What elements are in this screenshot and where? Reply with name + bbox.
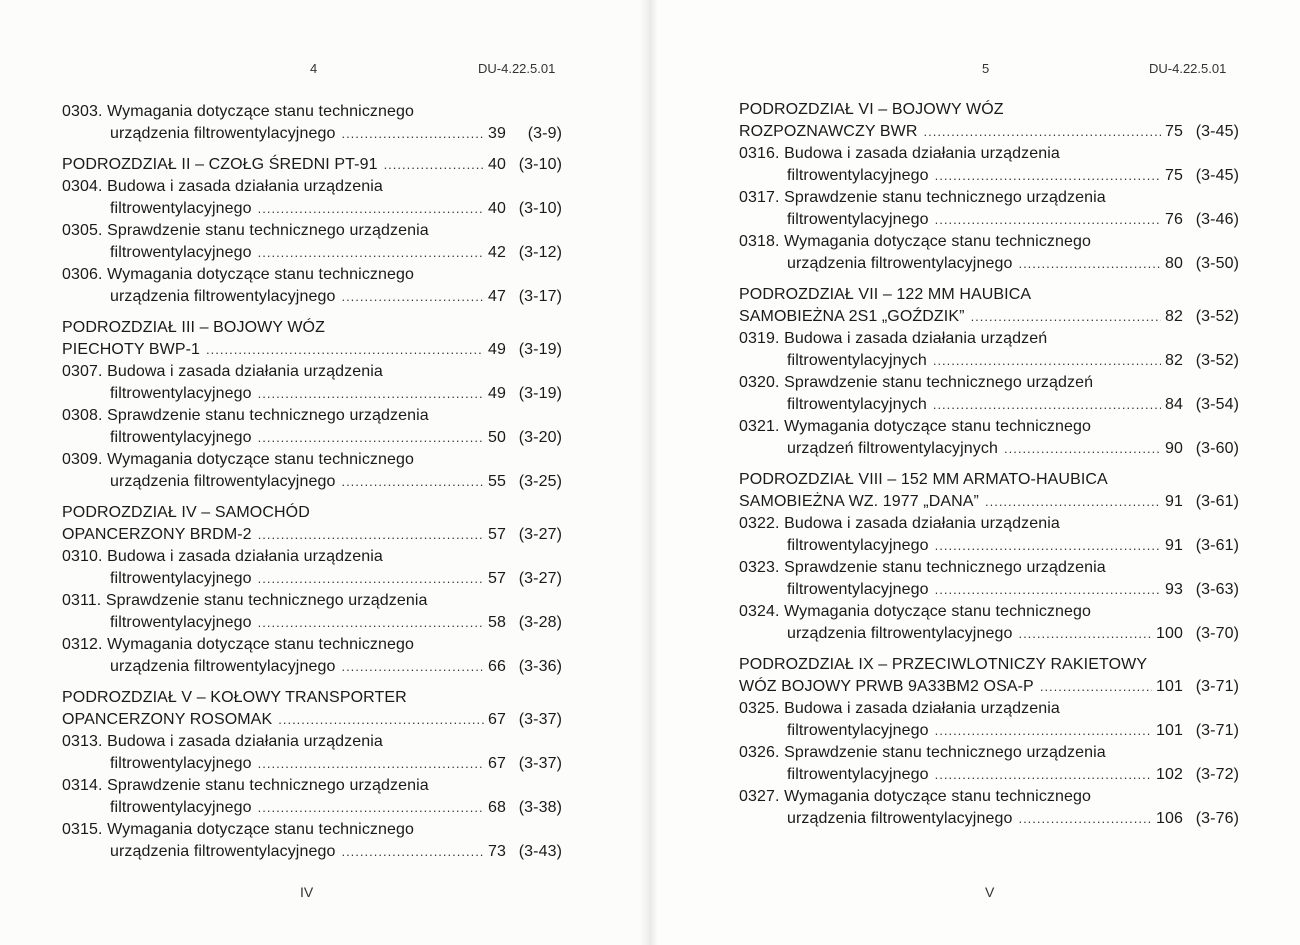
toc-page-number: 106 <box>1156 810 1183 827</box>
toc-entry-title: urządzenia filtrowentylacyjnego <box>110 473 336 490</box>
toc-page-number: 67 <box>488 711 506 728</box>
toc-entry-title: urządzenia filtrowentylacyjnego <box>787 625 1013 642</box>
dot-leader <box>933 394 1161 416</box>
toc-entry-title: 0309. Wymagania dotyczące stanu technicznego <box>62 451 415 468</box>
dot-leader <box>1004 438 1161 460</box>
dot-leader <box>258 568 484 590</box>
toc-section-ref: (3-45) <box>1195 167 1239 184</box>
toc-entry <box>739 187 1239 209</box>
toc-entry <box>739 306 1239 328</box>
toc-entry-title: 0320. Sprawdzenie stanu technicznego urządzeń <box>739 374 1094 391</box>
toc-page-number: 90 <box>1165 440 1183 457</box>
toc-entry-title: 0310. Budowa i zasada działania urządzenia <box>62 548 383 565</box>
dot-leader <box>1018 808 1152 830</box>
toc-entry <box>62 612 562 634</box>
toc-page-number: 91 <box>1165 493 1183 510</box>
toc-section-ref: (3-19) <box>518 341 562 358</box>
toc-section-ref: (3-76) <box>1195 810 1239 827</box>
dot-leader <box>935 165 1161 187</box>
left-page <box>0 0 648 945</box>
toc-page-number: 101 <box>1156 678 1183 695</box>
toc-entry <box>739 720 1239 742</box>
toc-entry <box>62 176 562 198</box>
toc-page-number: 73 <box>488 843 506 860</box>
dot-leader <box>258 198 484 220</box>
toc-section-ref: (3-43) <box>518 843 562 860</box>
toc-entry <box>62 590 562 612</box>
dot-leader <box>258 797 484 819</box>
toc-entry <box>739 350 1239 372</box>
toc-page-number: 55 <box>488 473 506 490</box>
toc-entry-title: 0305. Sprawdzenie stanu technicznego urządzenia <box>62 222 429 239</box>
dot-leader <box>384 154 484 176</box>
toc-entry-title: 0317. Sprawdzenie stanu technicznego urządzenia <box>739 189 1106 206</box>
toc-page-number: 50 <box>488 429 506 446</box>
toc-entry-title: 0312. Wymagania dotyczące stanu technicznego <box>62 636 415 653</box>
toc-page-number: 75 <box>1165 123 1183 140</box>
dot-leader <box>1018 253 1161 275</box>
toc-section-ref: (3-27) <box>518 570 562 587</box>
toc-entry-title: 0319. Budowa i zasada działania urządzeń <box>739 330 1048 347</box>
toc-entry <box>739 328 1239 350</box>
toc-entry <box>62 819 562 841</box>
toc-entry <box>62 123 562 145</box>
toc-section-ref: (3-52) <box>1195 308 1239 325</box>
dot-leader <box>1018 623 1152 645</box>
toc-page-number: 47 <box>488 288 506 305</box>
toc-entry <box>739 557 1239 579</box>
toc-entry <box>62 753 562 775</box>
page-number: 4 <box>310 61 318 76</box>
toc-entry <box>62 427 562 449</box>
toc-section-ref: (3-50) <box>1195 255 1239 272</box>
toc-entry-title: filtrowentylacyjnego <box>787 766 929 783</box>
dot-leader <box>971 306 1161 328</box>
toc-entry <box>62 524 562 546</box>
toc-section-ref: (3-38) <box>518 799 562 816</box>
toc-section-ref: (3-12) <box>518 244 562 261</box>
roman-page-number: V <box>985 884 995 900</box>
toc-page-number: 49 <box>488 341 506 358</box>
toc-entry-title: 0318. Wymagania dotyczące stanu technicznego <box>739 233 1092 250</box>
dot-leader <box>258 612 484 634</box>
toc-section-ref: (3-20) <box>518 429 562 446</box>
toc-entry <box>62 502 562 524</box>
dot-leader <box>935 209 1161 231</box>
toc-entry <box>62 220 562 242</box>
toc-entry <box>739 394 1239 416</box>
toc-section-ref: (3-10) <box>518 200 562 217</box>
dot-leader <box>278 709 484 731</box>
toc-section-ref: (3-72) <box>1195 766 1239 783</box>
toc-entry <box>62 361 562 383</box>
toc-entry-title: PODROZDZIAŁ III – BOJOWY WÓZ <box>62 319 325 336</box>
toc-entry-title: filtrowentylacyjnego <box>110 385 252 402</box>
table-of-contents <box>739 99 1239 830</box>
toc-page-number: 66 <box>488 658 506 675</box>
dot-leader <box>935 535 1161 557</box>
toc-entry <box>62 797 562 819</box>
toc-page-number: 82 <box>1165 352 1183 369</box>
toc-entry <box>739 438 1239 460</box>
toc-entry <box>62 841 562 863</box>
toc-page-number: 82 <box>1165 308 1183 325</box>
toc-section-ref: (3-9) <box>527 125 562 142</box>
toc-page-number: 49 <box>488 385 506 402</box>
toc-entry-title: urządzenia filtrowentylacyjnego <box>110 658 336 675</box>
toc-entry-title: urządzenia filtrowentylacyjnego <box>110 288 336 305</box>
toc-entry-title: 0324. Wymagania dotyczące stanu technicznego <box>739 603 1092 620</box>
dot-leader <box>1040 676 1152 698</box>
toc-page-number: 102 <box>1156 766 1183 783</box>
toc-section-ref: (3-46) <box>1195 211 1239 228</box>
toc-entry-title: filtrowentylacyjnego <box>787 211 929 228</box>
toc-entry <box>62 687 562 709</box>
toc-entry <box>739 698 1239 720</box>
toc-entry-title: filtrowentylacyjnego <box>110 429 252 446</box>
toc-entry-title: PODROZDZIAŁ VIII – 152 MM ARMATO-HAUBICA <box>739 471 1108 488</box>
toc-section-ref: (3-54) <box>1195 396 1239 413</box>
toc-entry-title: filtrowentylacyjnego <box>787 537 929 554</box>
toc-page-number: 40 <box>488 156 506 173</box>
document-code: DU-4.22.5.01 <box>478 61 556 76</box>
dot-leader <box>258 524 484 546</box>
right-page <box>648 0 1300 945</box>
toc-entry-title: filtrowentylacyjnego <box>110 755 252 772</box>
toc-entry <box>62 731 562 753</box>
toc-entry-title: 0311. Sprawdzenie stanu technicznego urządzenia <box>62 592 428 609</box>
toc-entry <box>62 568 562 590</box>
toc-page-number: 58 <box>488 614 506 631</box>
toc-entry <box>62 154 562 176</box>
toc-entry-title: filtrowentylacyjnego <box>787 167 929 184</box>
toc-entry-title: 0316. Budowa i zasada działania urządzenia <box>739 145 1060 162</box>
dot-leader <box>258 383 484 405</box>
toc-entry <box>739 165 1239 187</box>
toc-entry-title: urządzenia filtrowentylacyjnego <box>787 255 1013 272</box>
toc-section-ref: (3-19) <box>518 385 562 402</box>
toc-page-number: 80 <box>1165 255 1183 272</box>
toc-entry <box>62 101 562 123</box>
dot-leader <box>206 339 484 361</box>
toc-entry <box>739 416 1239 438</box>
toc-entry-title: 0321. Wymagania dotyczące stanu technicznego <box>739 418 1092 435</box>
toc-entry-title: PODROZDZIAŁ IX – PRZECIWLOTNICZY RAKIETOWY <box>739 656 1148 673</box>
toc-section-ref: (3-10) <box>518 156 562 173</box>
toc-entry-title: urządzenia filtrowentylacyjnego <box>110 125 336 142</box>
toc-entry-title: filtrowentylacyjnego <box>110 799 252 816</box>
toc-section-ref: (3-63) <box>1195 581 1239 598</box>
toc-page-number: 100 <box>1156 625 1183 642</box>
toc-entry <box>739 786 1239 808</box>
toc-entry <box>739 491 1239 513</box>
dot-leader <box>933 350 1161 372</box>
toc-entry-title: filtrowentylacyjnych <box>787 396 927 413</box>
toc-entry-title: 0306. Wymagania dotyczące stanu technicznego <box>62 266 415 283</box>
dot-leader <box>258 753 484 775</box>
toc-page-number: 67 <box>488 755 506 772</box>
document-code: DU-4.22.5.01 <box>1149 61 1227 76</box>
toc-entry-title: PIECHOTY BWP-1 <box>62 341 201 358</box>
toc-entry-title: WÓZ BOJOWY PRWB 9A33BM2 OSA-P <box>739 678 1034 695</box>
toc-entry-title: 0304. Budowa i zasada działania urządzenia <box>62 178 383 195</box>
toc-entry-title: 0327. Wymagania dotyczące stanu technicznego <box>739 788 1092 805</box>
toc-entry <box>62 317 562 339</box>
book-gutter <box>640 0 658 945</box>
toc-entry <box>62 242 562 264</box>
toc-entry <box>739 121 1239 143</box>
toc-entry <box>62 449 562 471</box>
toc-entry <box>739 654 1239 676</box>
toc-entry <box>739 469 1239 491</box>
dot-leader <box>341 123 484 145</box>
roman-page-number: IV <box>300 884 314 900</box>
toc-section-ref: (3-37) <box>518 755 562 772</box>
toc-entry <box>62 546 562 568</box>
toc-entry <box>62 471 562 493</box>
toc-section-ref: (3-61) <box>1195 537 1239 554</box>
toc-page-number: 76 <box>1165 211 1183 228</box>
toc-entry-title: PODROZDZIAŁ VI – BOJOWY WÓZ <box>739 101 1004 118</box>
toc-entry-title: urządzenia filtrowentylacyjnego <box>110 843 336 860</box>
toc-page-number: 68 <box>488 799 506 816</box>
toc-entry <box>739 676 1239 698</box>
toc-entry-title: urządzenia filtrowentylacyjnego <box>787 810 1013 827</box>
toc-page-number: 93 <box>1165 581 1183 598</box>
toc-entry-title: filtrowentylacyjnego <box>110 244 252 261</box>
toc-entry <box>739 231 1239 253</box>
toc-entry <box>62 264 562 286</box>
toc-page-number: 42 <box>488 244 506 261</box>
toc-entry-title: 0307. Budowa i zasada działania urządzenia <box>62 363 383 380</box>
page-number: 5 <box>982 61 990 76</box>
dot-leader <box>935 764 1152 786</box>
toc-entry-title: 0323. Sprawdzenie stanu technicznego urządzenia <box>739 559 1106 576</box>
toc-entry-title: 0326. Sprawdzenie stanu technicznego urządzenia <box>739 744 1106 761</box>
toc-section-ref: (3-52) <box>1195 352 1239 369</box>
toc-entry-title: PODROZDZIAŁ II – CZOŁG ŚREDNI PT-91 <box>62 156 378 173</box>
toc-entry-title: PODROZDZIAŁ V – KOŁOWY TRANSPORTER <box>62 689 407 706</box>
toc-entry-title: 0308. Sprawdzenie stanu technicznego urządzenia <box>62 407 429 424</box>
toc-entry-title: 0322. Budowa i zasada działania urządzenia <box>739 515 1060 532</box>
toc-entry-title: 0325. Budowa i zasada działania urządzenia <box>739 700 1060 717</box>
toc-entry-title: urządzeń filtrowentylacyjnych <box>787 440 998 457</box>
toc-entry <box>62 339 562 361</box>
toc-entry <box>739 99 1239 121</box>
toc-entry <box>62 656 562 678</box>
toc-entry <box>62 383 562 405</box>
toc-entry <box>739 764 1239 786</box>
dot-leader <box>341 656 484 678</box>
toc-entry-title: ROZPOZNAWCZY BWR <box>739 123 918 140</box>
toc-entry <box>62 405 562 427</box>
toc-section-ref: (3-36) <box>518 658 562 675</box>
toc-entry-title: 0314. Sprawdzenie stanu technicznego urządzenia <box>62 777 429 794</box>
toc-page-number: 101 <box>1156 722 1183 739</box>
toc-entry <box>62 709 562 731</box>
toc-entry <box>739 513 1239 535</box>
toc-page-number: 57 <box>488 570 506 587</box>
toc-entry <box>739 742 1239 764</box>
toc-entry <box>739 209 1239 231</box>
toc-section-ref: (3-70) <box>1195 625 1239 642</box>
toc-entry <box>739 372 1239 394</box>
dot-leader <box>258 242 484 264</box>
dot-leader <box>935 579 1161 601</box>
toc-entry-title: filtrowentylacyjnego <box>110 614 252 631</box>
toc-entry <box>739 579 1239 601</box>
dot-leader <box>923 121 1161 143</box>
toc-entry <box>739 284 1239 306</box>
toc-entry-title: filtrowentylacyjnego <box>110 200 252 217</box>
toc-entry-title: PODROZDZIAŁ IV – SAMOCHÓD <box>62 504 310 521</box>
toc-entry-title: 0313. Budowa i zasada działania urządzenia <box>62 733 383 750</box>
dot-leader <box>341 286 484 308</box>
toc-entry-title: filtrowentylacyjnego <box>110 570 252 587</box>
toc-entry <box>62 634 562 656</box>
toc-section-ref: (3-45) <box>1195 123 1239 140</box>
toc-page-number: 75 <box>1165 167 1183 184</box>
toc-entry <box>62 775 562 797</box>
toc-entry <box>62 198 562 220</box>
toc-section-ref: (3-37) <box>518 711 562 728</box>
toc-section-ref: (3-60) <box>1195 440 1239 457</box>
dot-leader <box>341 841 484 863</box>
toc-section-ref: (3-71) <box>1195 722 1239 739</box>
toc-entry <box>739 143 1239 165</box>
toc-entry <box>739 253 1239 275</box>
toc-entry-title: 0315. Wymagania dotyczące stanu technicznego <box>62 821 415 838</box>
toc-entry <box>739 808 1239 830</box>
toc-entry-title: 0303. Wymagania dotyczące stanu technicznego <box>62 103 415 120</box>
toc-entry-title: OPANCERZONY ROSOMAK <box>62 711 273 728</box>
toc-entry-title: filtrowentylacyjnych <box>787 352 927 369</box>
dot-leader <box>935 720 1152 742</box>
toc-entry-title: SAMOBIEŻNA 2S1 „GOŹDZIK” <box>739 308 965 325</box>
toc-section-ref: (3-71) <box>1195 678 1239 695</box>
toc-section-ref: (3-28) <box>518 614 562 631</box>
toc-page-number: 39 <box>488 125 506 142</box>
toc-page-number: 40 <box>488 200 506 217</box>
toc-entry-title: filtrowentylacyjnego <box>787 581 929 598</box>
toc-section-ref: (3-25) <box>518 473 562 490</box>
dot-leader <box>258 427 484 449</box>
table-of-contents <box>62 101 562 863</box>
toc-entry-title: SAMOBIEŻNA WZ. 1977 „DANA” <box>739 493 979 510</box>
toc-page-number: 57 <box>488 526 506 543</box>
toc-entry <box>739 623 1239 645</box>
toc-entry <box>62 286 562 308</box>
toc-entry-title: OPANCERZONY BRDM-2 <box>62 526 252 543</box>
toc-section-ref: (3-61) <box>1195 493 1239 510</box>
toc-section-ref: (3-17) <box>518 288 562 305</box>
toc-entry <box>739 535 1239 557</box>
toc-page-number: 91 <box>1165 537 1183 554</box>
toc-page-number: 84 <box>1165 396 1183 413</box>
toc-entry-title: filtrowentylacyjnego <box>787 722 929 739</box>
toc-entry-title: PODROZDZIAŁ VII – 122 MM HAUBICA <box>739 286 1032 303</box>
dot-leader <box>341 471 484 493</box>
toc-entry <box>739 601 1239 623</box>
dot-leader <box>985 491 1161 513</box>
toc-section-ref: (3-27) <box>518 526 562 543</box>
